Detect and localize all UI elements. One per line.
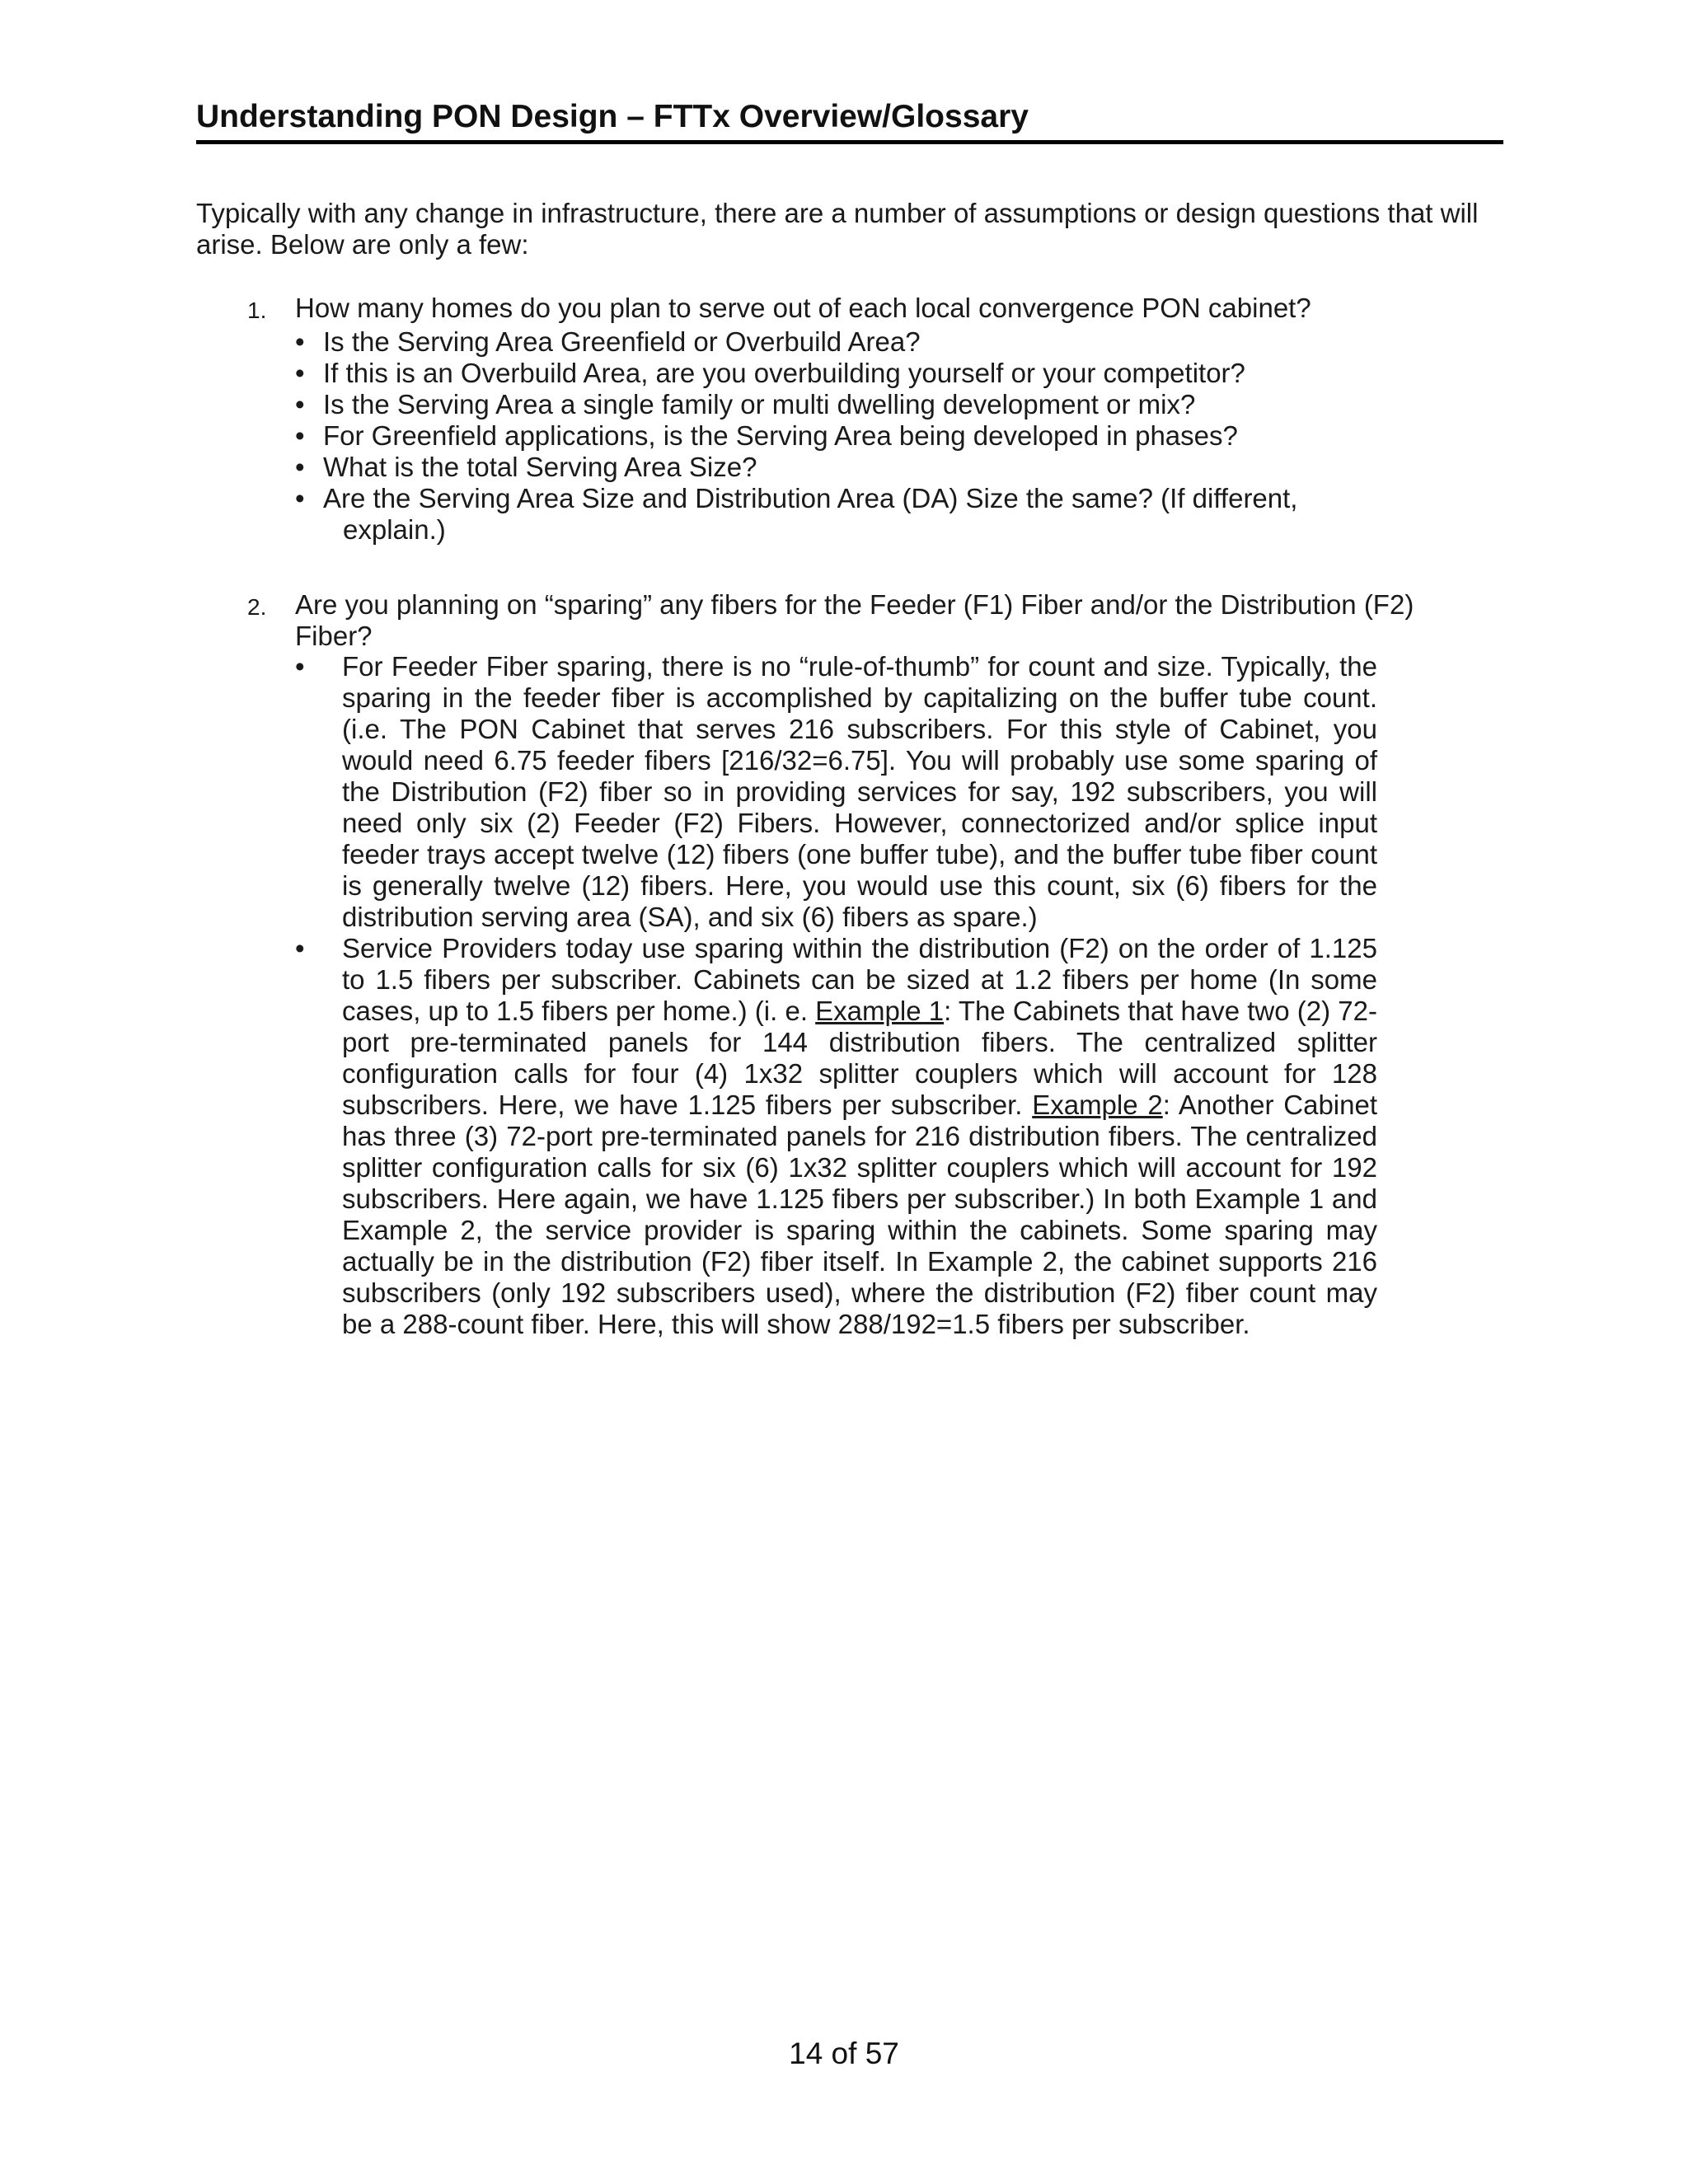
distribution-sparing-text: Service Providers today use sparing within the distribution (F2) on the order of 1.125 to 1.5 fibers per subscriber. Cabinets can be sized at 1.2 fibers per home (In some cases, up to 1.5 fibers per home.) (i. e. Example 1: The Cabinets that have two (2) 72-port pre-terminated panels for 144 distribution fibers. The centralized splitter configuration calls for four (4) 1x32 splitter couplers which will account for 128 subscribers. Here, we have 1.125 fibers per subscriber. Example 2: Another Cabinet has three (3) 72-port pre-terminated panels for 216 distribution fibers. The centralized splitter configuration calls for six (6) 1x32 splitter couplers which will account for 192 subscribers. Here again, we have 1.125 fibers per subscriber.) In both Example 1 and Example 2, the service provider is sparing within the cabinets. Some sparing may actually be in the distribution (F2) fiber itself. In Example 2, the cabinet supports 216 subscribers (only 192 subscribers used), where the distribution (F2) fiber count may be a 288-count fiber. Here, this will show 288/192=1.5 fibers per subscriber. (342, 933, 1378, 1339)
question-1-text: How many homes do you plan to serve out of each local convergence PON cabinet? (295, 293, 1311, 323)
bullet-icon: • (295, 420, 305, 451)
example-2-label: Example 2 (1032, 1090, 1163, 1120)
bullet-icon: • (295, 483, 305, 513)
page-header-title: Understanding PON Design – FTTx Overview/Glossary (196, 97, 1503, 144)
list-item: • If this is an Overbuild Area, are you overbuilding yourself or your competitor? (295, 358, 1245, 388)
page-number: 14 of 57 (789, 2036, 899, 2070)
question-1-bullet-list (295, 326, 1367, 546)
question-2-number: 2. (247, 594, 267, 620)
question-2-bullet-list (295, 651, 1377, 1340)
bullet-continuation: explain.) (343, 514, 446, 545)
list-item: • Is the Serving Area a single family or multi dwelling development or mix? (295, 389, 1196, 419)
bullet-icon: • (295, 933, 305, 963)
question-1-number: 1. (247, 298, 267, 323)
feeder-sparing-text: For Feeder Fiber sparing, there is no “rule-of-thumb” for count and size. Typically, the sparing in the feeder fiber is accomplished by capitalizing on the buffer tube count. (i.e. The PON Cabinet that serves 216 subscribers. For this style of Cabinet, you would need 6.75 feeder fibers [216/32=6.75]. You will probably use some sparing of the Distribution (F2) fiber so in providing services for say, 192 subscribers, you will need only six (2) Feeder (F2) Fibers. However, connectorized and/or splice input feeder trays accept twelve (12) fibers (one buffer tube), and the buffer tube fiber count is generally twelve (12) fibers. Here, you would use this count, six (6) fibers for the distribution serving area (SA), and six (6) fibers as spare.) (342, 651, 1377, 932)
bullet-icon: • (295, 389, 305, 419)
intro-paragraph: Typically with any change in infrastructure, there are a number of assumptions or design questions that will arise. Below are only a few: (196, 198, 1479, 260)
question-2-text: Are you planning on “sparing” any fibers for the Feeder (F1) Fiber and/or the Distribution (F2) Fiber? (295, 589, 1414, 651)
list-item (295, 651, 1377, 933)
list-item (295, 933, 1377, 1340)
bullet-icon: • (295, 358, 305, 388)
list-item: • Are the Serving Area Size and Distribution Area (DA) Size the same? (If different, explain.) (295, 483, 1367, 546)
bullet-icon: • (295, 452, 305, 482)
bullet-icon: • (295, 326, 305, 357)
bullet-icon: • (295, 651, 305, 682)
list-item: • Is the Serving Area Greenfield or Overbuild Area? (295, 326, 921, 357)
example-1-label: Example 1 (815, 996, 945, 1026)
list-item: • What is the total Serving Area Size? (295, 452, 757, 482)
list-item: • For Greenfield applications, is the Serving Area being developed in phases? (295, 420, 1238, 451)
